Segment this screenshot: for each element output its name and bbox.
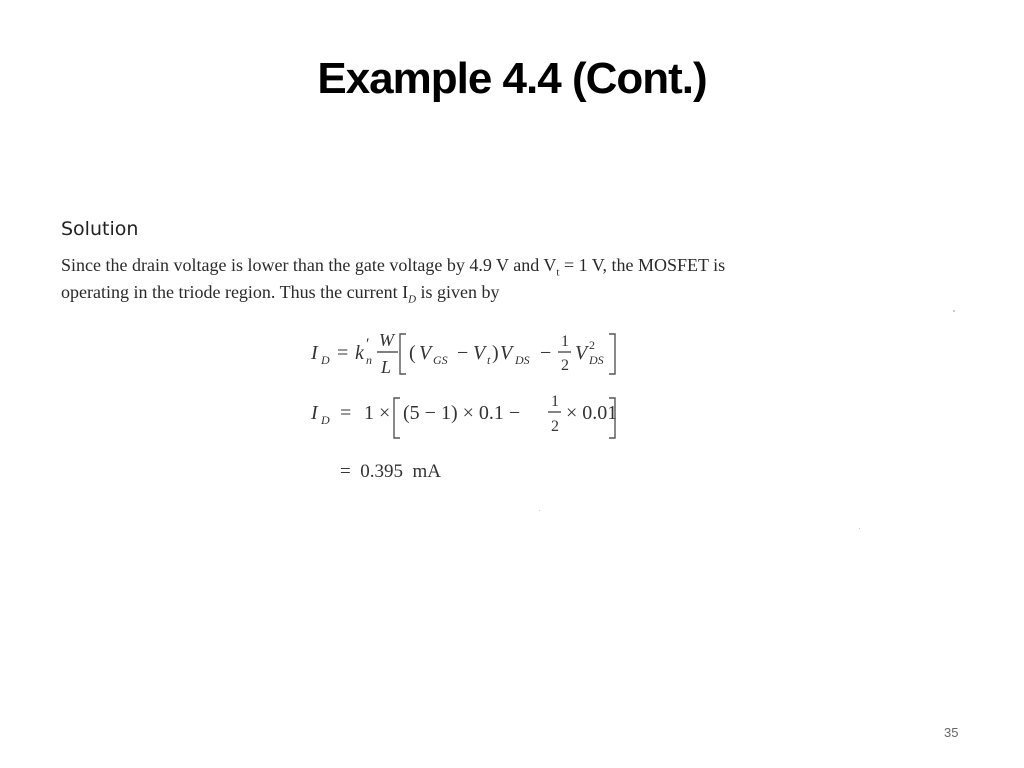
- eq2-left-bracket: [394, 398, 400, 438]
- line2-subscript: D: [408, 293, 417, 306]
- eq1-lhs-sub: D: [321, 353, 330, 367]
- scan-speck: [859, 528, 860, 529]
- eq1-paren-close: ): [492, 342, 499, 364]
- line2-text: operating in the triode region. Thus the current I: [61, 282, 409, 302]
- eq2-lhs: I: [311, 402, 318, 424]
- eq1-W: W: [379, 330, 394, 350]
- equation-3: [340, 461, 441, 482]
- eq3-result: = 0.395 mA: [340, 461, 441, 482]
- eq2-half-den: 2: [551, 418, 559, 435]
- eq1-V4-sub: DS: [589, 353, 604, 367]
- eq1-paren-open: (: [409, 342, 416, 364]
- eq1-V1-sub: GS: [433, 353, 448, 367]
- eq1-minus-2: −: [540, 342, 552, 364]
- eq1-V1: V: [419, 342, 432, 364]
- eq2-half-num: 1: [551, 393, 559, 410]
- eq1-minus-1: −: [457, 342, 469, 364]
- eq1-L: L: [381, 357, 392, 377]
- eq1-V2-sub: t: [487, 353, 491, 367]
- eq2-inner: (5 − 1) × 0.1 −: [403, 402, 521, 424]
- eq2-equals: =: [340, 402, 352, 424]
- eq1-prime: ′: [366, 336, 370, 353]
- eq1-right-bracket: [609, 334, 615, 374]
- eq1-V4-sup: 2: [589, 338, 595, 352]
- eq1-k-sub: n: [366, 353, 372, 367]
- eq2-tail: × 0.01: [566, 402, 618, 424]
- scan-speck: [953, 310, 955, 312]
- line1-subscript: t: [556, 266, 560, 279]
- line2-tail: is given by: [416, 282, 500, 302]
- slide-title: Example 4.4 (Cont.): [317, 54, 707, 103]
- eq2-one: 1 ×: [364, 402, 391, 424]
- line1-text: Since the drain voltage is lower than the gate voltage by 4.9 V and V: [61, 255, 557, 275]
- eq1-k: k: [355, 342, 364, 364]
- line1-tail: = 1 V, the MOSFET is: [559, 255, 726, 275]
- eq1-half-den: 2: [561, 357, 569, 374]
- eq1-lhs: I: [311, 342, 318, 364]
- eq1-half-num: 1: [561, 333, 569, 350]
- eq1-left-bracket: [400, 334, 406, 374]
- eq1-V3: V: [500, 342, 513, 364]
- eq1-V2: V: [473, 342, 486, 364]
- equation-1: [310, 330, 615, 377]
- scan-speck: [539, 510, 540, 511]
- eq2-lhs-sub: D: [321, 413, 330, 427]
- eq1-equals: =: [337, 342, 349, 364]
- page-number: 35: [944, 725, 959, 740]
- solution-heading: Solution: [61, 218, 139, 240]
- eq1-V4: V: [575, 342, 588, 364]
- equation-2: [310, 393, 617, 438]
- eq1-V3-sub: DS: [515, 353, 530, 367]
